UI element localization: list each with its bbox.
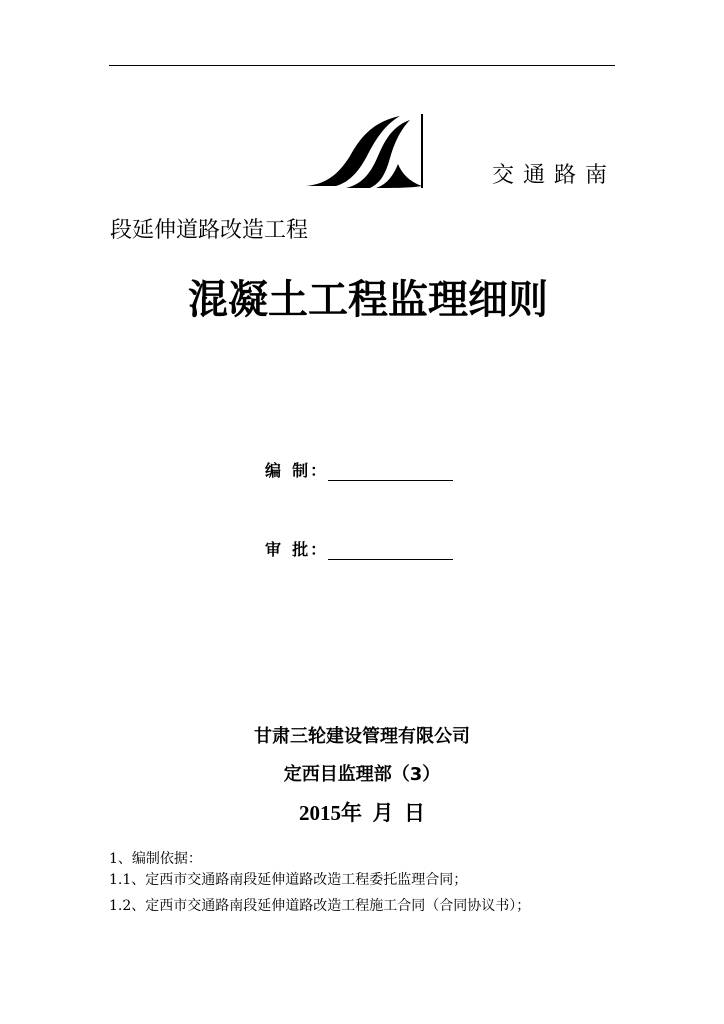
compile-label: 编 制 [265,461,309,480]
document-title: 混凝土工程监理细则 [188,277,548,323]
header-rule [109,65,615,66]
project-name-line1: 交通路南 [492,163,617,188]
body-line: 1、编制依据： [109,851,202,867]
compile-signature-blank [328,462,453,481]
compile-signature-row [265,458,453,481]
approve-label: 审 批 [265,540,309,559]
wave-logo-icon [306,112,426,190]
department-name: 定西目监理部（3） [283,764,441,785]
body-line: 1.2、定西市交通路南段延伸道路改造工程施工合同（合同协议书）； [109,898,531,914]
body-line: 1.1、定西市交通路南段延伸道路改造工程委托监理合同； [109,872,468,888]
compile-colon: ： [310,461,327,480]
approve-colon: ： [310,540,327,559]
company-name: 甘肃三轮建设管理有限公司 [254,726,470,747]
project-name-line2: 段延伸道路改造工程 [110,218,309,243]
logo-divider [421,114,423,188]
approve-signature-row [265,537,453,560]
document-date: 2015年 月 日 [299,801,425,825]
approve-signature-blank [328,541,453,560]
